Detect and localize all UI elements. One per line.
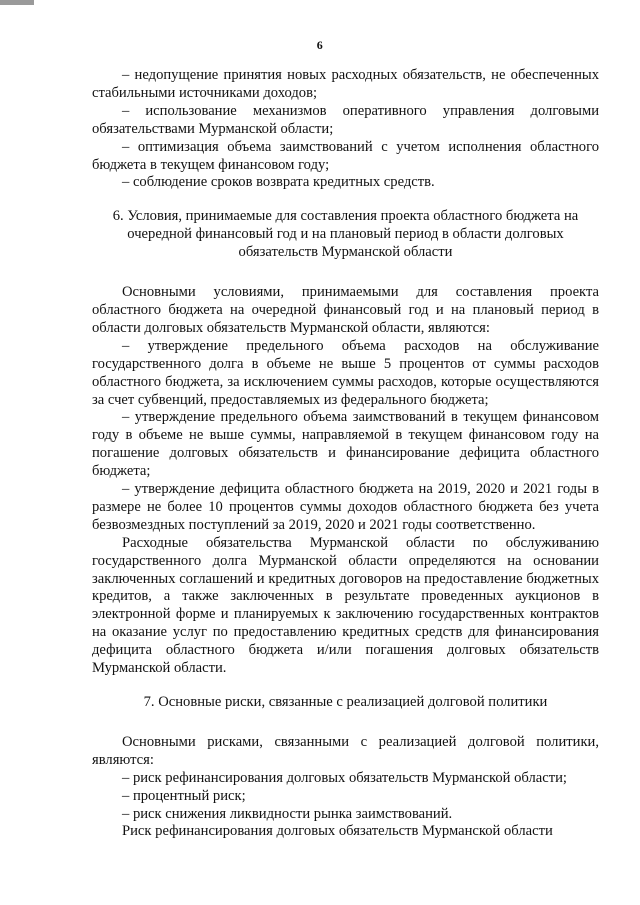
intro-item: – оптимизация объема заимствований с учетом исполнения областного бюджета в текущем финансовом году;: [92, 138, 599, 173]
section-7-item: – риск снижения ликвидности рынка заимствований.: [122, 805, 453, 822]
section-6-heading: 6. Условия, принимаемые для составления проекта областного бюджета на очередной финансовый год и на плановый период в области долговых обязательств Мурманской области: [112, 208, 579, 261]
section-6-closing: Расходные обязательства Мурманской области по обслуживанию государственного долга Мурманской области определяются на основании заключенных соглашений и кредитных договоров на предоставление бюджетных кредитов, а также заключенных в результате проведенных аукционов в электронной форме и планируемых к заключению государственных контрактов на оказание услуг по предоставлению кредитных средств для финансирования дефицита областного бюджета и/или погашения долговых обязательств Мурманской области.: [92, 534, 599, 677]
section-6-item: – утверждение предельного объема расходов на обслуживание государственного долга в объеме не выше 5 процентов от суммы расходов областного бюджета, за исключением суммы расходов, которые осуществляются за счет субвенций, предоставляемых из федерального бюджета;: [92, 337, 599, 408]
section-7-item: – риск рефинансирования долговых обязательств Мурманской области;: [122, 769, 567, 786]
page-number: 6: [316, 38, 324, 52]
section-7-item: – процентный риск;: [122, 787, 246, 804]
section-6-item: – утверждение дефицита областного бюджета на 2019, 2020 и 2021 годы в размере не более 10 процентов суммы доходов областного бюджета без учета безвозмездных поступлений за 2019, 2020 и 2021 годы соответственно.: [92, 481, 599, 533]
section-7-heading: 7. Основные риски, связанные с реализацией долговой политики: [143, 694, 548, 710]
section-7-continuation: Риск рефинансирования долговых обязательств Мурманской области: [122, 823, 553, 840]
intro-item: – недопущение принятия новых расходных обязательств, не обеспеченных стабильными источниками доходов;: [92, 67, 599, 101]
page-content: [92, 67, 599, 841]
section-7-intro: Основными рисками, связанными с реализацией долговой политики, являются:: [92, 733, 599, 768]
section-6-intro: Основными условиями, принимаемыми для составления проекта областного бюджета на очередной финансовый год и на плановый период в области долговых обязательств Мурманской области, являются:: [92, 284, 599, 336]
intro-item: – использование механизмов оперативного управления долговыми обязательствами Мурманской области;: [92, 102, 599, 137]
section-6-item: – утверждение предельного объема заимствований в текущем финансовом году в объеме не выше суммы, направляемой в текущем финансовом году на погашение долговых обязательств и финансирование дефицита областного бюджета;: [92, 409, 599, 480]
scan-corner-mark: [0, 0, 34, 5]
intro-item: – соблюдение сроков возврата кредитных средств.: [122, 174, 435, 191]
